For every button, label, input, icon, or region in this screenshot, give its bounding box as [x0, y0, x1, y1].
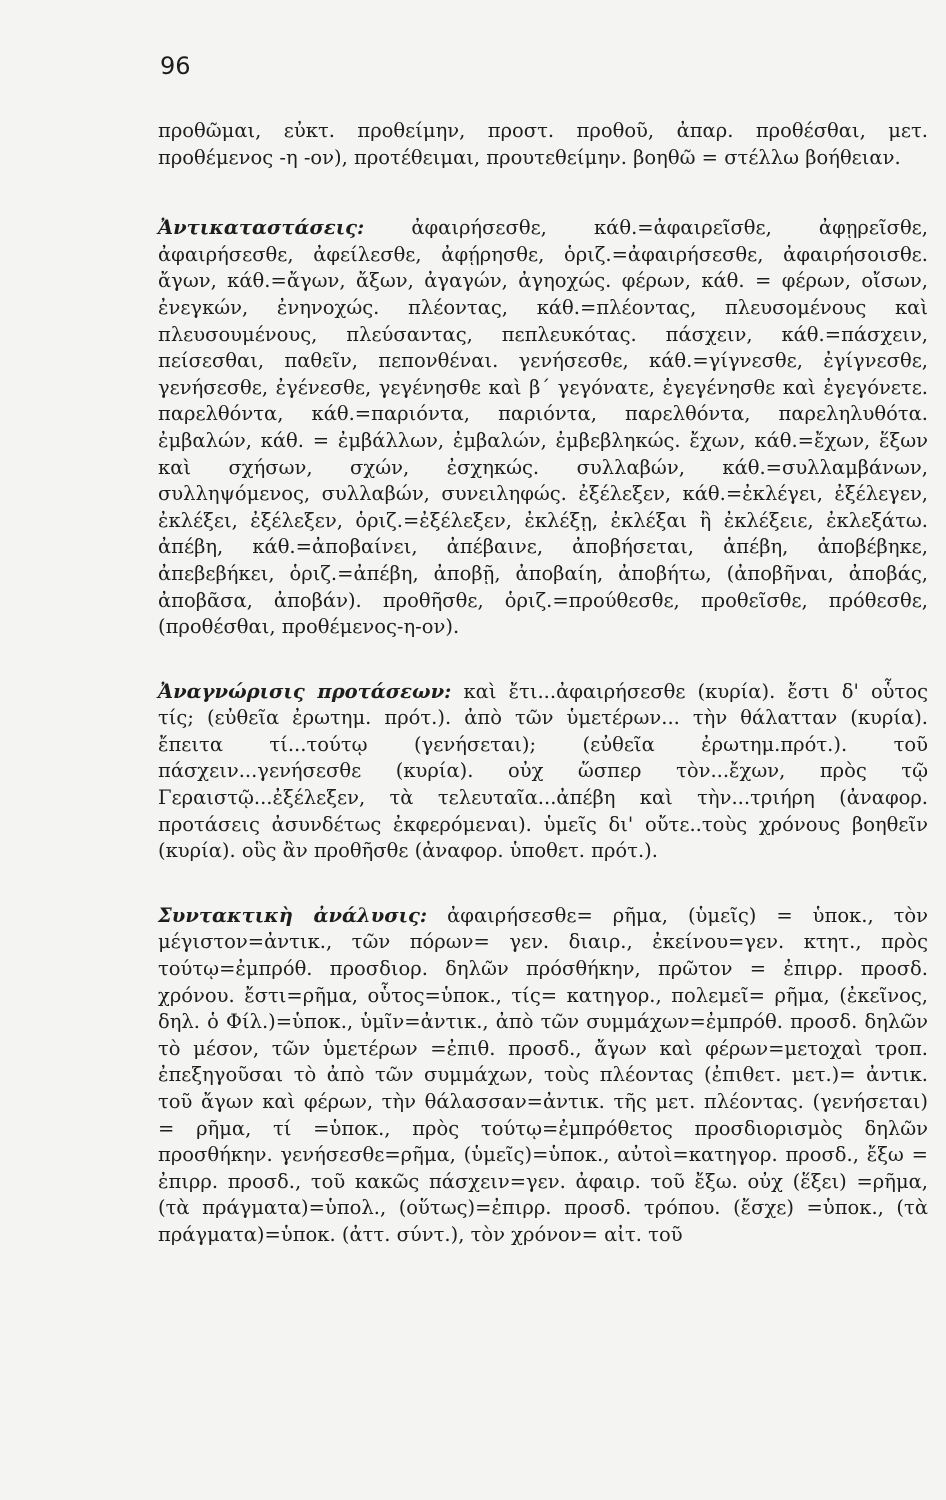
section-syntactic-analysis	[158, 903, 928, 1249]
section-substitutions	[158, 215, 928, 641]
section-heading: Συντακτικὴ ἀνάλυσις:	[158, 903, 428, 927]
page-body	[158, 118, 928, 1249]
section-heading: Ἀντικαταστάσεις:	[158, 216, 365, 240]
section-text: καὶ ἔτι...ἀφαιρήσεσθε (κυρία). ἔστι δ' οὗτος τίς; (εὐθεῖα ἐρωτημ. πρότ.). ἀπὸ τῶν ὑμετέρων... τὴν θάλατταν (κυρία). ἔπειτα τί...τούτῳ (γενήσεται); (εὐθεῖα ἐρωτημ.πρότ.). τοῦ πάσχειν...γενήσεσθε (κυρία). οὐχ ὥσπερ τὸν...ἔχων, πρὸς τῷ Γεραιστῷ...ἐξέλεξεν, τὰ τελευταῖα...ἀπέβη καὶ τὴν...τριήρη (ἀναφορ. προτάσεις ἀσυνδέτως ἐκφερόμεναι). ὑμεῖς δι' οὔτε..τοὺς χρόνους βοηθεῖν (κυρία). οὓς ἂν προθῆσθε (ἀναφορ. ὑποθετ. πρότ.).	[158, 679, 928, 863]
page-number: 96	[160, 52, 191, 80]
section-text: ἀφαιρήσεσθε= ρῆμα, (ὑμεῖς) = ὑποκ., τὸν μέγιστον=ἀντικ., τῶν πόρων= γεν. διαιρ., ἐκείνου=γεν. κτητ., πρὸς τούτῳ=ἐμπρόθ. προσδιορ. δηλῶν πρόσθήκην, πρῶτον = ἐπιρρ. προσδ. χρόνου. ἔστι=ρῆμα, οὗτος=ὑποκ., τίς= κατηγορ., πολεμεῖ= ρῆμα, (ἐκεῖνος, δηλ. ὁ Φίλ.)=ὑποκ., ὑμῖν=ἀντικ., ἀπὸ τῶν συμμάχων=ἐμπρόθ. προσδ. δηλῶν τὸ μέσον, τῶν ὑμετέρων =ἐπιθ. προσδ., ἄγων καὶ φέρων=μετοχαὶ τροπ. ἐπεξηγοῦσαι τὸ ἀπὸ τῶν συμμάχων, τοὺς πλέοντας (ἐπιθετ. μετ.)= ἀντικ. τοῦ ἄγων καὶ φέρων, τὴν θάλασσαν=ἀντικ. τῆς μετ. πλέοντας. (γενήσεται) = ρῆμα, τί =ὑποκ., πρὸς τούτῳ=ἐμπρόθετος προσδιορισμὸς δηλῶν προσθήκην. γενήσεσθε=ρῆμα, (ὑμεῖς)=ὑποκ., αὐτοὶ=κατηγορ. προσδ., ἔξω = ἐπιρρ. προσδ., τοῦ κακῶς πάσχειν=γεν. ἀφαιρ. τοῦ ἔξω. οὐχ (ἕξει) =ρῆμα, (τὰ πράγματα)=ὑπολ., (οὕτως)=ἐπιρρ. προσδ. τρόπου. (ἔσχε) =ὑποκ., (τὰ πράγματα)=ὑποκ. (ἀττ. σύντ.), τὸν χρόνον= αἰτ. τοῦ	[158, 903, 929, 1246]
section-heading: Ἀναγνώρισις προτάσεων:	[158, 679, 452, 703]
intro-paragraph: προθῶμαι, εὐκτ. προθείμην, προστ. προθοῦ, ἀπαρ. προθέσθαι, μετ. προθέμενος -η -ον), προτέθειμαι, προυτεθείμην. βοηθῶ = στέλλω βοήθειαν.	[158, 119, 928, 169]
section-clause-recognition	[158, 679, 928, 865]
section-text: ἀφαιρήσεσθε, κάθ.=ἀφαιρεῖσθε, ἀφῃρεῖσθε, ἀφαιρήσεσθε, ἀφείλεσθε, ἀφῄρησθε, ὁριζ.=ἀφαιρήσεσθε, ἀφαιρήσοισθε. ἄγων, κάθ.=ἄγων, ἄξων, ἀγαγών, ἀγηοχώς. φέρων, κάθ. = φέρων, οἴσων, ἐνεγκών, ἐνηνοχώς. πλέοντας, κάθ.=πλέοντας, πλευσομένους καὶ πλευσουμένους, πλεύσαντας, πεπλευκότας. πάσχειν, κάθ.=πάσχειν, πείσεσθαι, παθεῖν, πεπονθέναι. γενήσεσθε, κάθ.=γίγνεσθε, ἐγίγνεσθε, γενήσεσθε, ἐγένεσθε, γεγένησθε καὶ β΄ γεγόνατε, ἐγεγένησθε καὶ ἐγεγόνετε. παρελθόντα, κάθ.=παριόντα, παριόντα, παρελθόντα, παρεληλυθότα. ἐμβαλών, κάθ. = ἐμβάλλων, ἐμβαλών, ἐμβεβληκώς. ἔχων, κάθ.=ἔχων, ἕξων καὶ σχήσων, σχών, ἐσχηκώς. συλλαβών, κάθ.=συλλαμβάνων, συλληψόμενος, συλλαβών, συνειληφώς. ἐξέλεξεν, κάθ.=ἐκλέγει, ἐξέλεγεν, ἐκλέξει, ἐξέλεξεν, ὁριζ.=ἐξέλεξεν, ἐκλέξῃ, ἐκλέξαι ἢ ἐκλέξειε, ἐκλεξάτω. ἀπέβη, κάθ.=ἀποβαίνει, ἀπέβαινε, ἀποβήσεται, ἀπέβη, ἀποβέβηκε, ἀπεβεβήκει, ὁριζ.=ἀπέβη, ἀποβῇ, ἀποβαίη, ἀποβήτω, (ἀποβῆναι, ἀποβάς, ἀποβᾶσα, ἀποβάν). προθῆσθε, ὁριζ.=προύθεσθε, προθεῖσθε, πρόθεσθε, (προθέσθαι, προθέμενος-η-ον).	[158, 216, 928, 639]
